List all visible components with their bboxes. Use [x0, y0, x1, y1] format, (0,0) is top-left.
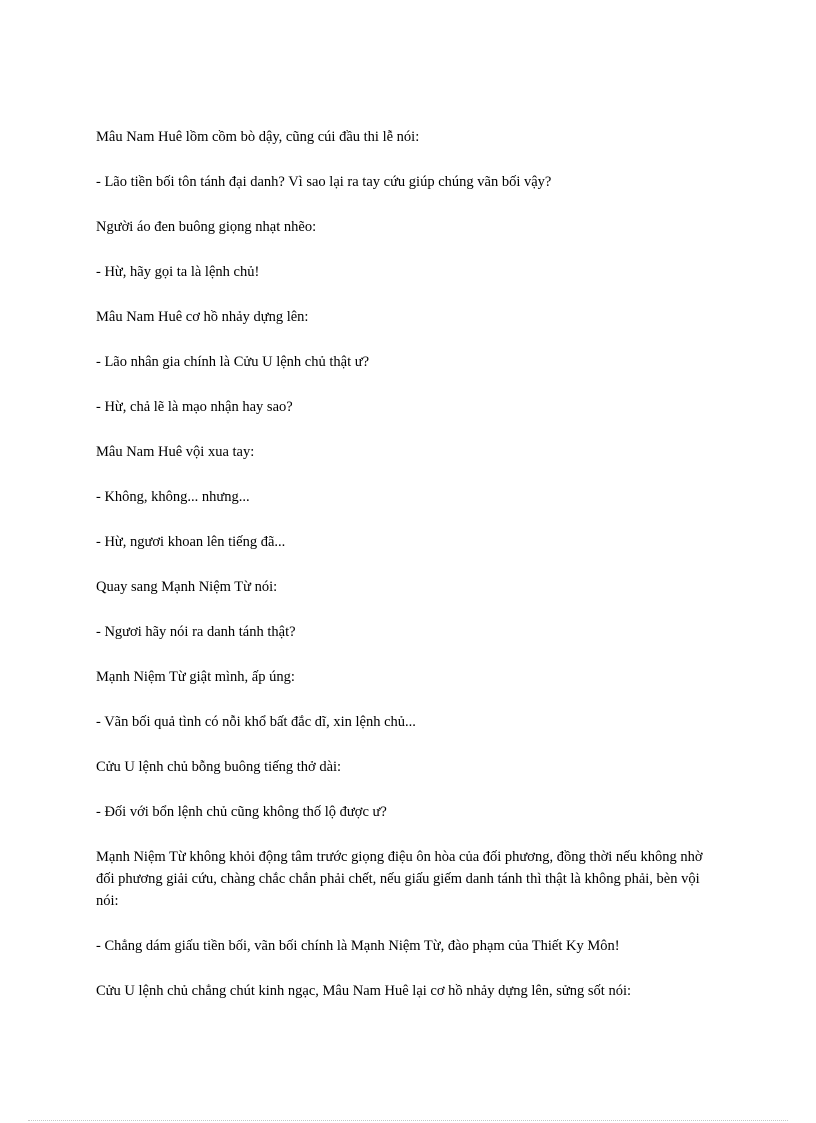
paragraph-17: Mạnh Niệm Từ không khỏi động tâm trước giọng điệu ôn hòa của đối phương, đồng thời nếu không nhờ đối phương giải cứu, chàng chắc chắn phải chết, nếu giấu giếm danh tánh thì thật là không phải, bèn vội nói:: [96, 849, 703, 909]
paragraph-11: Quay sang Mạnh Niệm Từ nói:: [96, 579, 278, 595]
paragraph-10: - Hừ, ngươi khoan lên tiếng đã...: [96, 534, 286, 550]
paragraph-13: Mạnh Niệm Từ giật mình, ấp úng:: [96, 669, 295, 685]
paragraph-14: - Vãn bối quả tình có nỗi khổ bất đắc dĩ, xin lệnh chủ...: [96, 714, 416, 730]
document-body: [96, 126, 716, 1025]
page-bottom-border: [28, 1120, 788, 1121]
paragraph-15: Cửu U lệnh chủ bỗng buông tiếng thở dài:: [96, 759, 342, 775]
paragraph-19: Cửu U lệnh chủ chẳng chút kinh ngạc, Mâu Nam Huê lại cơ hồ nhảy dựng lên, sửng sốt nói:: [96, 983, 632, 999]
paragraph-8: Mâu Nam Huê vội xua tay:: [96, 444, 255, 460]
paragraph-3: Người áo đen buông giọng nhạt nhẽo:: [96, 219, 317, 235]
paragraph-9: - Không, không... nhưng...: [96, 489, 250, 505]
paragraph-16: - Đối với bổn lệnh chủ cũng không thố lộ được ư?: [96, 804, 387, 820]
paragraph-7: - Hừ, chả lẽ là mạo nhận hay sao?: [96, 399, 293, 415]
paragraph-1: Mâu Nam Huê lồm cồm bò dậy, cũng cúi đầu thi lễ nói:: [96, 129, 420, 145]
paragraph-18: - Chẳng dám giấu tiền bối, vãn bối chính là Mạnh Niệm Từ, đào phạm của Thiết Ky Môn!: [96, 938, 620, 954]
paragraph-6: - Lão nhân gia chính là Cửu U lệnh chủ thật ư?: [96, 354, 370, 370]
paragraph-12: - Ngươi hãy nói ra danh tánh thật?: [96, 624, 296, 640]
paragraph-4: - Hừ, hãy gọi ta là lệnh chủ!: [96, 264, 260, 280]
paragraph-5: Mâu Nam Huê cơ hồ nhảy dựng lên:: [96, 309, 309, 325]
paragraph-2: - Lão tiền bối tôn tánh đại danh? Vì sao lại ra tay cứu giúp chúng vãn bối vậy?: [96, 174, 552, 190]
